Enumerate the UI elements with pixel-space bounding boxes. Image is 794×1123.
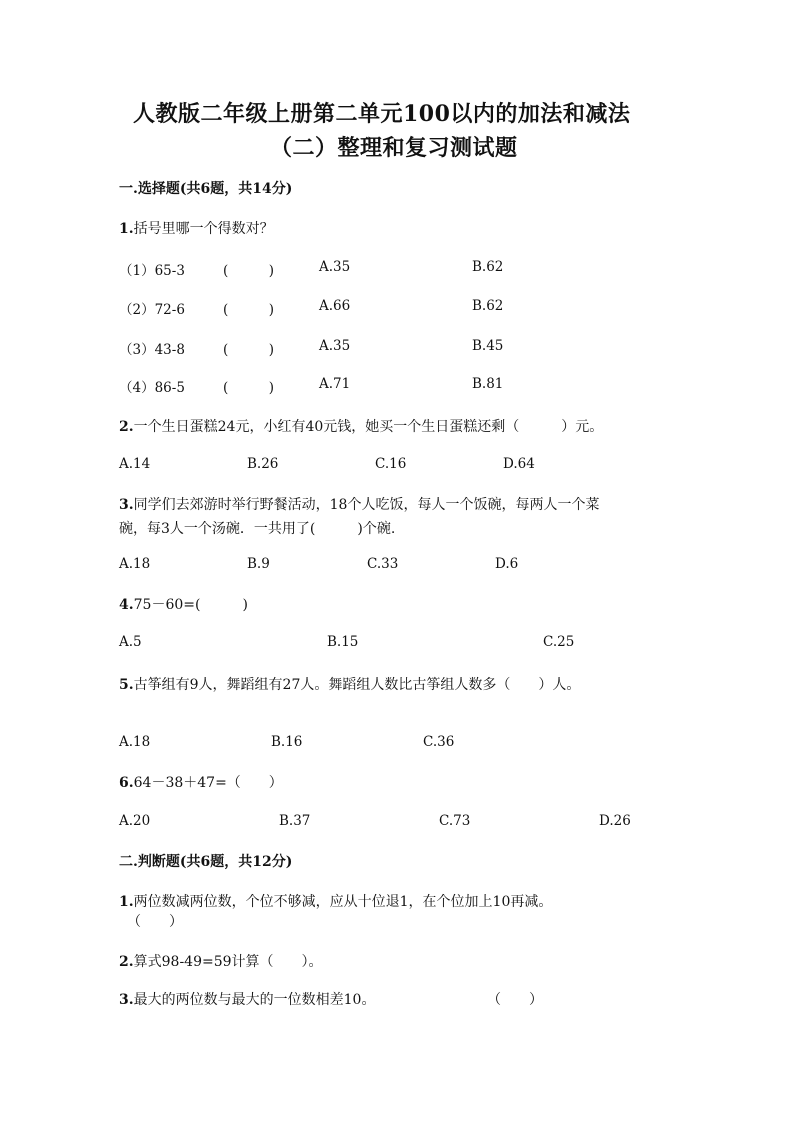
q1-row-2-label: （2）72-6 <box>119 302 185 318</box>
q1-row-4-option-a[interactable]: A.71 <box>319 376 351 392</box>
judge-question-1-blank[interactable]: （ ） <box>127 914 183 930</box>
question-stem-line1: 同学们去郊游时举行野餐活动，18个人吃饭，每人一个饭碗，每两人一个菜 <box>133 497 600 513</box>
question-stem: 64－38＋47=（ ） <box>133 775 283 791</box>
page-title-line1: 人教版二年级上册第二单元100以内的加法和减法 <box>133 101 631 127</box>
judge-question-2 <box>119 951 323 971</box>
q6-option-a[interactable]: A.20 <box>119 813 151 829</box>
question-stem: 一个生日蛋糕24元，小红有40元钱，她买一个生日蛋糕还剩（ ）元。 <box>133 419 604 435</box>
question-number: 6. <box>119 775 134 791</box>
question-2 <box>119 416 603 436</box>
q1-row-2-blank[interactable]: ( ) <box>223 302 275 318</box>
q3-option-a[interactable]: A.18 <box>119 556 151 572</box>
question-stem: 两位数减两位数，个位不够减，应从十位退1，在个位加上10再减。 <box>133 894 553 910</box>
q1-row-3-option-b[interactable]: B.45 <box>472 338 504 354</box>
question-number: 5. <box>119 677 134 693</box>
question-stem: 古筝组有9人，舞蹈组有27人。舞蹈组人数比古筝组人数多（ ）人。 <box>133 677 581 693</box>
q4-option-c[interactable]: C.25 <box>543 634 575 650</box>
question-1 <box>119 218 274 238</box>
question-number: 2. <box>119 419 134 435</box>
q1-row-4-option-b[interactable]: B.81 <box>472 376 504 392</box>
q5-option-a[interactable]: A.18 <box>119 734 151 750</box>
q3-option-b[interactable]: B.9 <box>247 556 270 572</box>
judge-question-1 <box>119 891 552 911</box>
section-heading-true-false: 二.判断题(共6题，共12分) <box>119 854 293 870</box>
q4-option-a[interactable]: A.5 <box>119 634 142 650</box>
q5-option-c[interactable]: C.36 <box>423 734 455 750</box>
q1-row-1-label: （1）65-3 <box>119 263 185 279</box>
question-number: 3. <box>119 992 134 1008</box>
q2-option-d[interactable]: D.64 <box>503 456 535 472</box>
q1-row-2-option-a[interactable]: A.66 <box>319 298 351 314</box>
q2-option-c[interactable]: C.16 <box>375 456 407 472</box>
q3-option-c[interactable]: C.33 <box>367 556 399 572</box>
question-6 <box>119 772 283 792</box>
q3-option-d[interactable]: D.6 <box>495 556 519 572</box>
q6-option-b[interactable]: B.37 <box>279 813 311 829</box>
question-stem: 最大的两位数与最大的一位数相差10。 <box>133 992 376 1008</box>
q1-row-3-label: （3）43-8 <box>119 342 185 358</box>
question-stem: 算式98-49=59计算（ ）。 <box>133 954 323 970</box>
question-number: 2. <box>119 954 134 970</box>
q2-option-a[interactable]: A.14 <box>119 456 151 472</box>
q1-row-3-blank[interactable]: ( ) <box>223 342 275 358</box>
q4-option-b[interactable]: B.15 <box>327 634 359 650</box>
q1-row-4-label: （4）86-5 <box>119 380 185 396</box>
question-number: 3. <box>119 497 134 513</box>
q1-row-2-option-b[interactable]: B.62 <box>472 298 504 314</box>
q6-option-d[interactable]: D.26 <box>599 813 631 829</box>
q1-row-4-blank[interactable]: ( ) <box>223 380 275 396</box>
question-number: 1. <box>119 221 134 237</box>
q2-option-b[interactable]: B.26 <box>247 456 279 472</box>
section-heading-multiple-choice: 一.选择题(共6题，共14分) <box>119 181 293 197</box>
question-4 <box>119 594 248 614</box>
judge-question-3-blank[interactable]: （ ） <box>487 992 543 1008</box>
q1-row-1-option-a[interactable]: A.35 <box>319 259 351 275</box>
question-stem: 75－60=( ) <box>133 597 248 613</box>
judge-question-3 <box>119 989 375 1009</box>
q6-option-c[interactable]: C.73 <box>439 813 471 829</box>
q1-row-1-blank[interactable]: ( ) <box>223 263 275 279</box>
question-stem: 括号里哪一个得数对？ <box>133 221 274 237</box>
q1-row-1-option-b[interactable]: B.62 <box>472 259 504 275</box>
question-number: 4. <box>119 597 134 613</box>
q1-row-3-option-a[interactable]: A.35 <box>319 338 351 354</box>
q5-option-b[interactable]: B.16 <box>271 734 303 750</box>
question-5 <box>119 674 580 694</box>
question-3 <box>119 494 599 514</box>
question-3-line2: 碗，每3人一个汤碗．一共用了( )个碗. <box>119 521 396 537</box>
page-title-line2: （二）整理和复习测试题 <box>270 135 518 161</box>
question-number: 1. <box>119 894 134 910</box>
